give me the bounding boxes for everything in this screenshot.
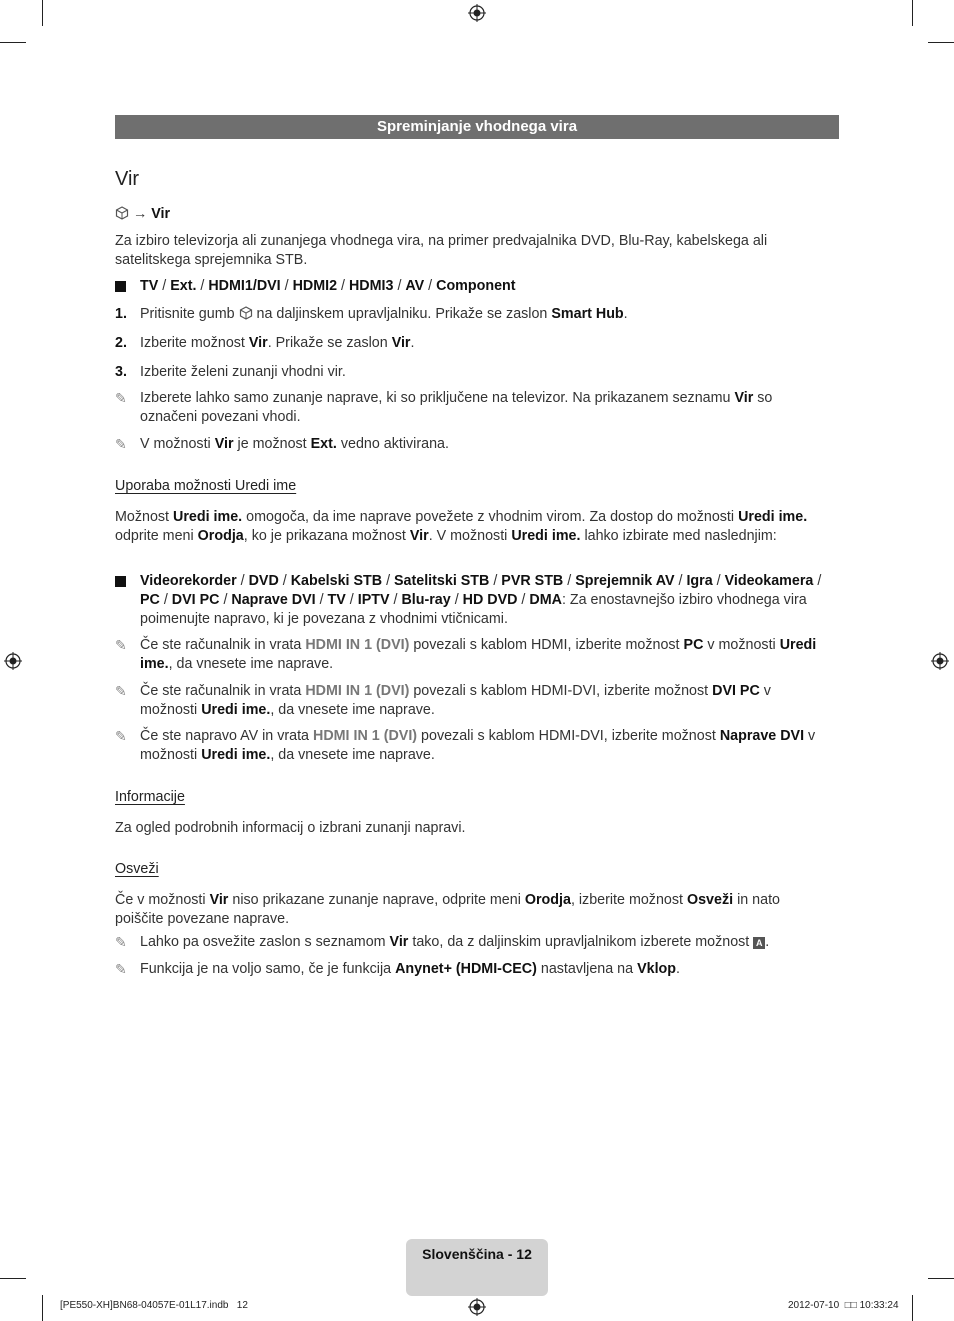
- paragraph: Možnost Uredi ime. omogoča, da ime naprave povežete z vhodnim virom. Za dostop do možnosti Uredi ime. odprite meni Orodja, ko je prikazana možnost Vir. V možnosti Uredi ime. lahko izbirate med naslednjim:: [115, 509, 808, 544]
- crop-mark: [0, 42, 26, 43]
- print-slug-file: [PE550-XH]BN68-04057E-01L17.indb 12: [60, 1300, 248, 1311]
- subsection-heading: Osveži: [115, 861, 159, 877]
- subsection-heading: Uporaba možnosti Uredi ime: [115, 478, 297, 494]
- bullet-square-icon: [115, 281, 126, 292]
- registration-mark-icon: [468, 1298, 486, 1316]
- note-pencil-icon: ✎: [115, 436, 127, 452]
- crop-mark: [0, 1278, 26, 1279]
- registration-mark-icon: [931, 652, 949, 670]
- crop-mark: [912, 1295, 913, 1321]
- note-pencil-icon: ✎: [115, 728, 127, 744]
- note-pencil-icon: ✎: [115, 390, 127, 406]
- crop-mark: [912, 0, 913, 26]
- crop-mark: [42, 0, 43, 26]
- registration-mark-icon: [4, 652, 22, 670]
- paragraph: Za ogled podrobnih informacij o izbrani zunanji napravi.: [115, 820, 466, 836]
- smart-hub-icon: [115, 206, 129, 220]
- bullet-square-icon: [115, 576, 126, 587]
- section-header: Spreminjanje vhodnega vira: [115, 115, 839, 139]
- note-pencil-icon: ✎: [115, 683, 127, 699]
- intro-paragraph: Za izbiro televizorja ali zunanjega vhodnega vira, na primer predvajalnika DVD, Blu-Ray, kabelskega ali satelitskega sprejemnika STB.: [115, 233, 768, 268]
- subsection-heading: Informacije: [115, 789, 185, 805]
- page-number-label: Slovenščina - 12: [422, 1246, 532, 1262]
- page-title: Vir: [115, 168, 140, 190]
- menu-path: → Vir: [115, 205, 839, 224]
- note-pencil-icon: ✎: [115, 637, 127, 653]
- note-pencil-icon: ✎: [115, 961, 127, 977]
- print-slug-date: 2012-07-10 □□ 10:33:24: [788, 1300, 899, 1311]
- crop-mark: [42, 1295, 43, 1321]
- smart-hub-icon: [239, 306, 253, 320]
- crop-mark: [928, 1278, 954, 1279]
- a-button-icon: A: [753, 937, 765, 949]
- note-pencil-icon: ✎: [115, 934, 127, 950]
- crop-mark: [928, 42, 954, 43]
- paragraph: Če v možnosti Vir niso prikazane zunanje naprave, odprite meni Orodja, izberite možnost Osveži in nato poiščite povezane naprave.: [115, 892, 780, 927]
- registration-mark-icon: [468, 4, 486, 22]
